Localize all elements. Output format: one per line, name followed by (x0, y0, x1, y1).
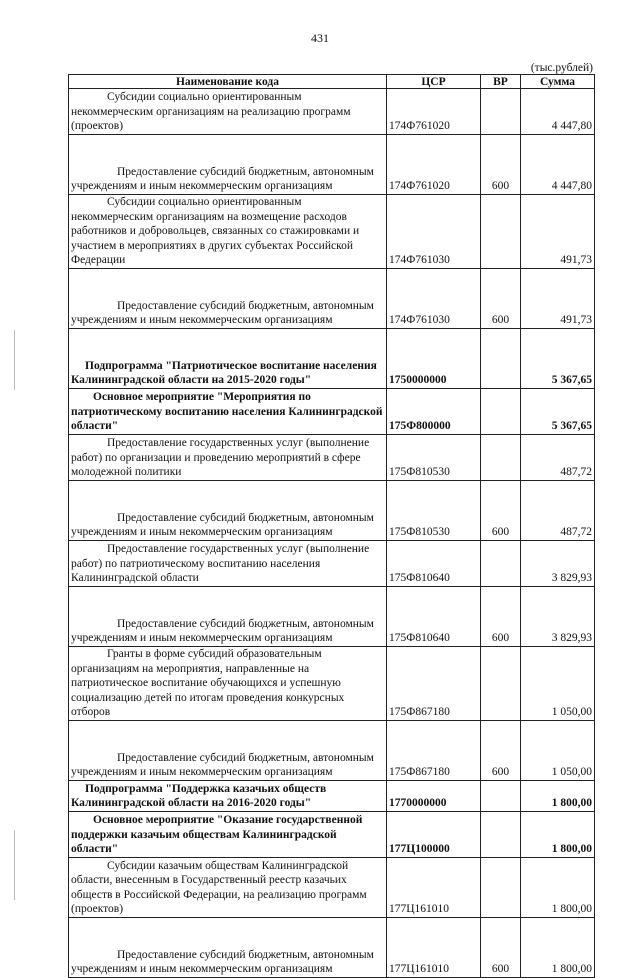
row-vr (481, 435, 521, 481)
row-name: Субсидии социально ориентированным некоммерческим организациям на возмещение расходов работников и добровольцев, связанных со стажировками и участием в мероприятиях в других субъектах Российской Федерации (69, 195, 387, 269)
row-vr: 600 (481, 721, 521, 781)
table-row (69, 647, 595, 721)
table-row (69, 812, 595, 858)
row-sum: 5 367,65 (521, 389, 595, 435)
row-sum: 1 800,00 (521, 858, 595, 918)
row-sum: 491,73 (521, 269, 595, 329)
table-row (69, 918, 595, 978)
row-vr (481, 541, 521, 587)
page-number: 431 (311, 31, 329, 45)
row-name: Предоставление субсидий бюджетным, автономным учреждениям и иным некоммерческим организациям (69, 918, 387, 978)
row-vr: 600 (481, 918, 521, 978)
row-sum: 487,72 (521, 435, 595, 481)
row-name: Основное мероприятие "Оказание государственной поддержки казачьим обществам Калининградской области" (69, 812, 387, 858)
row-name: Основное мероприятие "Мероприятия по патриотическому воспитанию населения Калининградской области" (69, 389, 387, 435)
table-row (69, 135, 595, 195)
row-csr: 174Ф761020 (387, 135, 481, 195)
units-label: (тыс.рублей) (530, 62, 593, 74)
row-sum: 1 050,00 (521, 721, 595, 781)
row-csr: 175Ф810530 (387, 435, 481, 481)
row-csr: 177Ц100000 (387, 812, 481, 858)
budget-table (68, 74, 595, 978)
row-vr: 600 (481, 135, 521, 195)
row-csr: 175Ф867180 (387, 721, 481, 781)
row-name: Субсидии социально ориентированным некоммерческим организациям на реализацию программ (проектов) (69, 89, 387, 135)
row-sum: 491,73 (521, 195, 595, 269)
row-vr: 600 (481, 269, 521, 329)
row-vr (481, 647, 521, 721)
row-vr (481, 858, 521, 918)
row-name: Субсидии казачьим обществам Калининградской области, внесенным в Государственный реестр казачьих обществ в Российской Федерации, на реализацию программ (проектов) (69, 858, 387, 918)
row-sum: 1 050,00 (521, 647, 595, 721)
row-name: Гранты в форме субсидий образовательным организациям на мероприятия, направленные на патриотическое воспитание обучающихся и успешную социализацию детей по итогам проведения конкурсных отборов (69, 647, 387, 721)
row-csr: 1770000000 (387, 781, 481, 812)
row-csr: 177Ц161010 (387, 918, 481, 978)
table-row (69, 587, 595, 647)
row-sum: 487,72 (521, 481, 595, 541)
row-vr (481, 329, 521, 389)
row-name: Предоставление субсидий бюджетным, автономным учреждениям и иным некоммерческим организациям (69, 481, 387, 541)
table-row (69, 195, 595, 269)
row-vr (481, 195, 521, 269)
scan-artifact-line (14, 330, 15, 390)
table-row (69, 435, 595, 481)
row-sum: 4 447,80 (521, 135, 595, 195)
row-csr: 177Ц161010 (387, 858, 481, 918)
row-vr (481, 89, 521, 135)
row-vr (481, 812, 521, 858)
row-name: Предоставление государственных услуг (выполнение работ) по патриотическому воспитанию населения Калининградской области (69, 541, 387, 587)
row-sum: 3 829,93 (521, 541, 595, 587)
header-sum: Сумма (521, 75, 595, 89)
header-vr: ВР (481, 75, 521, 89)
row-sum: 1 800,00 (521, 918, 595, 978)
row-vr (481, 781, 521, 812)
row-csr: 175Ф810530 (387, 481, 481, 541)
table-row (69, 781, 595, 812)
table-row (69, 541, 595, 587)
row-csr: 175Ф810640 (387, 541, 481, 587)
row-csr: 175Ф867180 (387, 647, 481, 721)
row-sum: 4 447,80 (521, 89, 595, 135)
header-name: Наименование кода (69, 75, 387, 89)
row-name: Предоставление субсидий бюджетным, автономным учреждениям и иным некоммерческим организациям (69, 721, 387, 781)
row-sum: 3 829,93 (521, 587, 595, 647)
row-vr (481, 389, 521, 435)
row-sum: 1 800,00 (521, 812, 595, 858)
row-vr: 600 (481, 587, 521, 647)
table-row (69, 329, 595, 389)
table-row (69, 269, 595, 329)
row-csr: 174Ф761030 (387, 269, 481, 329)
row-csr: 175Ф800000 (387, 389, 481, 435)
row-csr: 174Ф761030 (387, 195, 481, 269)
row-csr: 174Ф761020 (387, 89, 481, 135)
table-header-row (69, 75, 595, 89)
table-row (69, 89, 595, 135)
row-name: Предоставление субсидий бюджетным, автономным учреждениям и иным некоммерческим организациям (69, 269, 387, 329)
table-row (69, 721, 595, 781)
scan-artifact-line (14, 830, 15, 900)
table-row (69, 389, 595, 435)
row-name: Подпрограмма "Патриотическое воспитание населения Калининградской области на 2015-2020 годы" (69, 329, 387, 389)
row-vr: 600 (481, 481, 521, 541)
row-csr: 175Ф810640 (387, 587, 481, 647)
table-row (69, 858, 595, 918)
row-name: Предоставление субсидий бюджетным, автономным учреждениям и иным некоммерческим организациям (69, 135, 387, 195)
row-sum: 1 800,00 (521, 781, 595, 812)
row-name: Подпрограмма "Поддержка казачьих обществ Калининградской области на 2016-2020 годы" (69, 781, 387, 812)
row-name: Предоставление субсидий бюджетным, автономным учреждениям и иным некоммерческим организациям (69, 587, 387, 647)
header-csr: ЦСР (387, 75, 481, 89)
row-csr: 1750000000 (387, 329, 481, 389)
row-sum: 5 367,65 (521, 329, 595, 389)
table-row (69, 481, 595, 541)
row-name: Предоставление государственных услуг (выполнение работ) по организации и проведению мероприятий в сфере молодежной политики (69, 435, 387, 481)
